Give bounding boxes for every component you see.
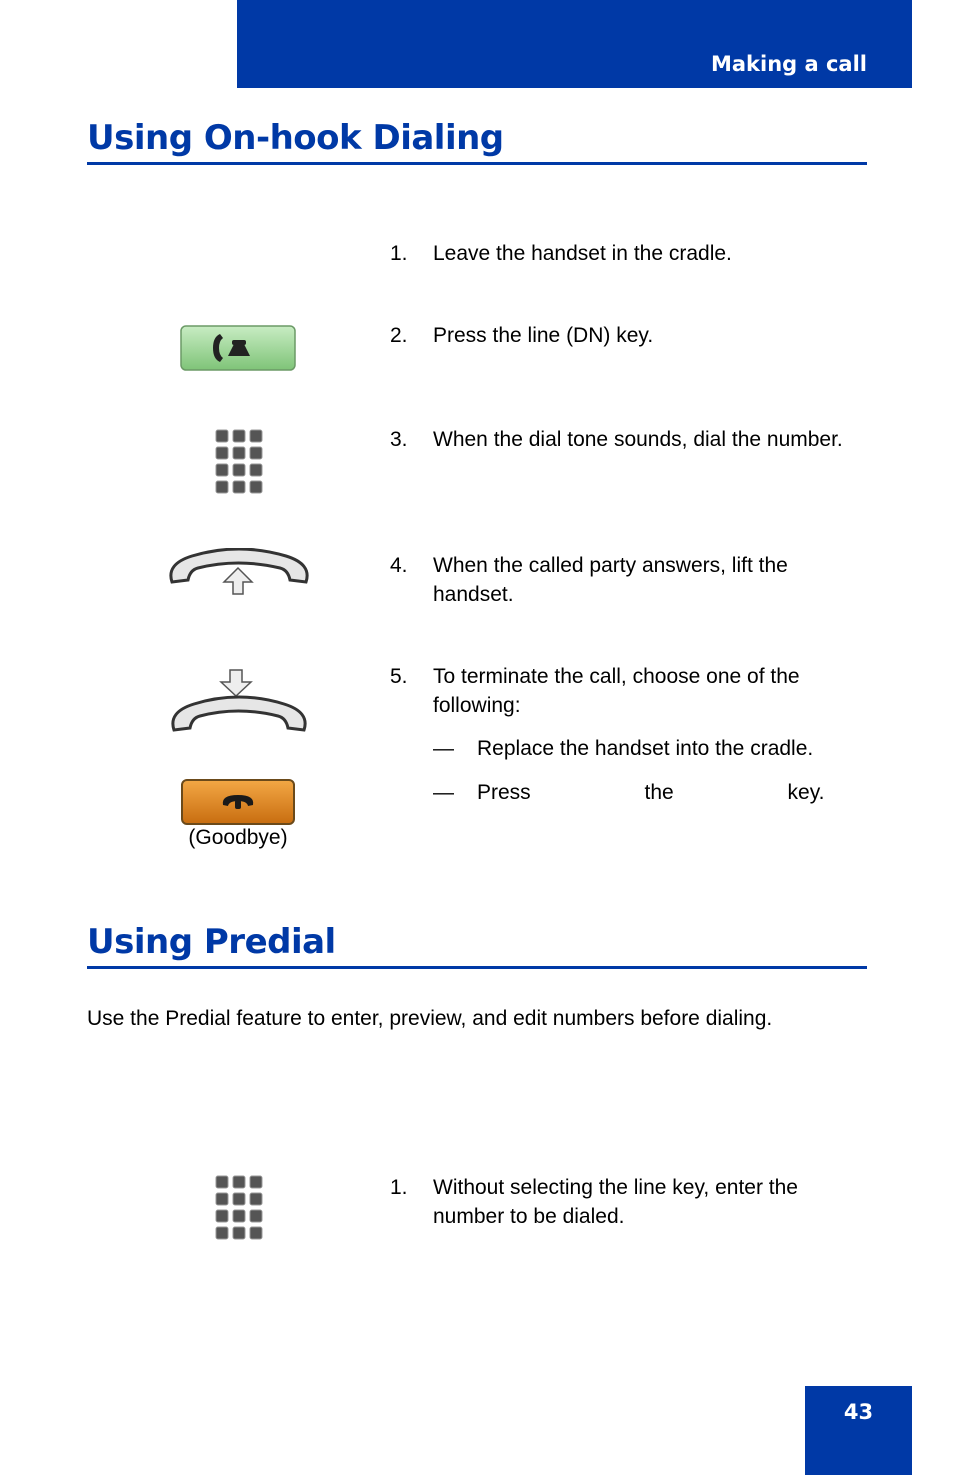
step-text: When the dial tone sounds, dial the number. (433, 428, 843, 451)
step-text: To terminate the call, choose one of the following: (433, 665, 800, 717)
page-number: 43 (843, 1400, 874, 1424)
step-2 (390, 321, 870, 350)
step-1 (390, 239, 870, 268)
line-key-icon (180, 325, 296, 371)
step-number: 3. (390, 428, 408, 451)
handset-lift-icon (166, 548, 312, 598)
header-bar (237, 0, 912, 88)
goodbye-key-icon (181, 779, 295, 825)
page-number-box (805, 1386, 912, 1475)
step-text: Press the line (DN) key. (433, 324, 654, 347)
step-text: Leave the handset in the cradle. (433, 242, 732, 265)
predial-step-1 (390, 1173, 870, 1231)
option-text: Press the key. (477, 781, 825, 804)
step-text: When the called party answers, lift the handset. (433, 554, 788, 606)
step-number: 5. (390, 665, 408, 688)
option-press-goodbye (433, 778, 873, 807)
step-3 (390, 425, 870, 454)
dialpad-icon (214, 1174, 266, 1242)
step-number: 1. (390, 242, 408, 265)
step-4 (390, 551, 870, 609)
section-title-predial: Using Predial (87, 922, 867, 969)
goodbye-caption: (Goodbye) (188, 826, 288, 849)
option-dash: — (433, 737, 454, 760)
option-text: Replace the handset into the cradle. (477, 737, 814, 760)
option-dash: — (433, 781, 454, 804)
predial-intro: Use the Predial feature to enter, preview, and edit numbers before dialing. (87, 1007, 773, 1030)
dialpad-icon (214, 428, 266, 496)
step-5 (390, 662, 870, 720)
chapter-title: Making a call (710, 52, 867, 76)
step-number: 4. (390, 554, 408, 577)
section-title-on-hook-dialing: Using On-hook Dialing (87, 118, 867, 165)
handset-replace-icon (168, 668, 310, 738)
step-text: Without selecting the line key, enter the number to be dialed. (433, 1176, 798, 1228)
step-number: 1. (390, 1176, 408, 1199)
option-replace-handset (433, 734, 873, 763)
step-number: 2. (390, 324, 408, 347)
